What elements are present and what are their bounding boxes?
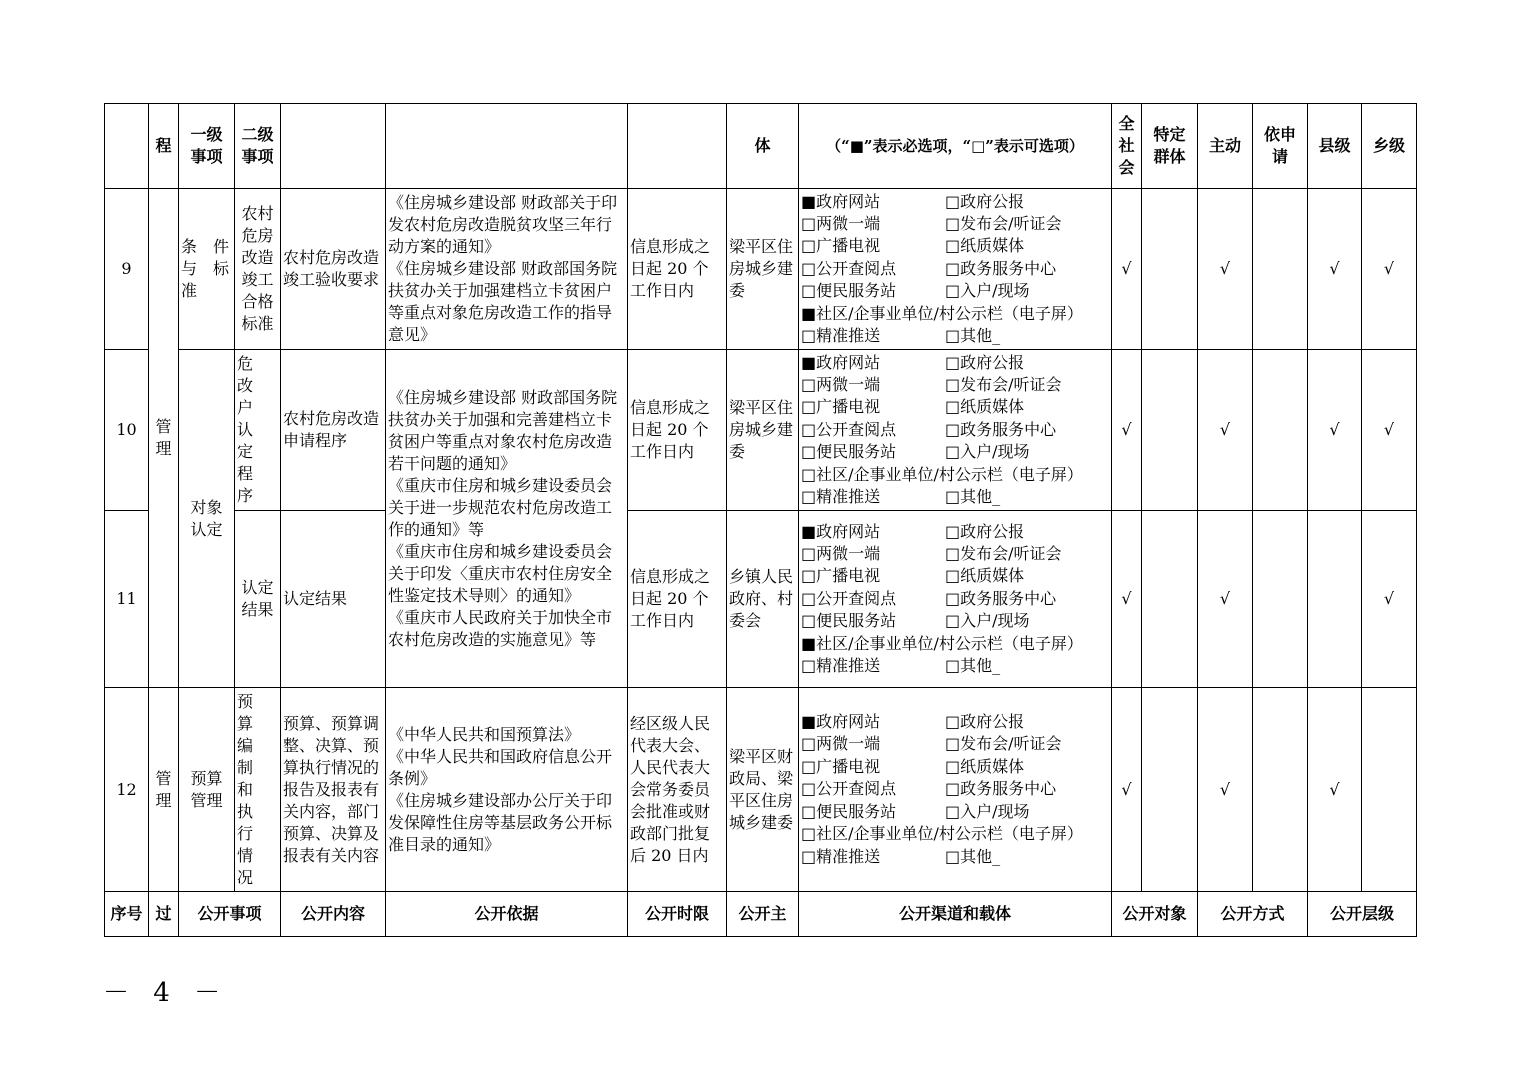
level2-cell: [235, 688, 281, 892]
channel-option: □精准推送: [801, 326, 881, 346]
channel-option: □入户/现场: [945, 281, 1030, 301]
channel-option-row: [801, 396, 1109, 418]
channel-option: □其他_: [945, 656, 1001, 676]
header-basis: 公开依据: [386, 892, 628, 937]
channels-cell: [799, 688, 1112, 892]
township-check: √: [1362, 511, 1417, 688]
township-check: √: [1362, 189, 1417, 350]
channel-option: □入户/现场: [945, 801, 1030, 821]
channel-option: □其他_: [945, 846, 1001, 866]
channel-option: ■社区/企事业单位/村公示栏（电子屏）: [801, 303, 1083, 323]
channel-option: □社区/企事业单位/村公示栏（电子屏）: [801, 824, 1083, 844]
channel-option-row: [801, 588, 1109, 610]
channel-option-row: [801, 280, 1109, 302]
header-target: 公开对象: [1112, 892, 1198, 937]
channel-option-row: [801, 565, 1109, 587]
channel-option-row: [801, 711, 1109, 733]
channel-option-row: [801, 543, 1109, 565]
all-society-check: √: [1112, 189, 1142, 350]
channel-option: □发布会/听证会: [945, 213, 1062, 233]
channel-option: □便民服务站: [801, 801, 897, 821]
county-check: [1308, 511, 1362, 688]
all-society-check: √: [1112, 511, 1142, 688]
header-subject-tail: 体: [727, 104, 799, 189]
subject-cell: 梁平区住房城乡建委: [727, 189, 799, 350]
content-cell: 认定结果: [281, 511, 386, 688]
channel-option: □入户/现场: [945, 442, 1030, 462]
channel-option-row: [801, 756, 1109, 778]
basis-cell: 《中华人民共和国预算法》 《中华人民共和国政府信息公开条例》 《住房城乡建设部办公厅关于印发保障性住房等基层政务公开标准目录的通知》: [386, 688, 628, 892]
all-society-check: √: [1112, 688, 1142, 892]
channel-option: □其他_: [945, 326, 1001, 346]
disclosure-table: [104, 103, 1417, 937]
level2-line: 危 改: [237, 354, 270, 395]
county-check: √: [1308, 189, 1362, 350]
table-row: [105, 189, 1417, 350]
basis-cell: 《住房城乡建设部 财政部国务院扶贫办关于加强和完善建档立卡贫困户等重点对象农村危房改造若干问题的通知》 《重庆市住房和城乡建设委员会关于进一步规范农村危房改造工作的通知》等 《重庆市住房和城乡建设委员会关于印发〈重庆市农村住房安全性鉴定技术导则〉的通知》 《重庆市人民政府关于加快全市农村危房改造的实施意见》等: [386, 350, 628, 688]
channel-option: □两微一端: [801, 734, 881, 754]
level2-line: 况: [237, 867, 254, 887]
specific-group-check: [1142, 688, 1198, 892]
header-seq: 序号: [105, 892, 149, 937]
table-row: [105, 688, 1417, 892]
bottom-header-row: [105, 892, 1417, 937]
channel-list: [801, 191, 1109, 348]
channel-option-row: [801, 846, 1109, 868]
channel-option: ■政府网站: [801, 521, 881, 541]
channel-option: ■政府网站: [801, 712, 881, 732]
channel-option-row: [801, 633, 1109, 655]
channel-option: □发布会/听证会: [945, 374, 1062, 394]
active-check: √: [1198, 350, 1253, 511]
channel-option: □公开查阅点: [801, 258, 897, 278]
channel-option: □社区/企事业单位/村公示栏（电子屏）: [801, 464, 1083, 484]
township-check: √: [1362, 350, 1417, 511]
level2-cell: 认定 结果: [235, 511, 281, 688]
level1-cell: 对象 认定: [179, 350, 235, 688]
channel-list: [801, 521, 1109, 678]
header-channel-note: （“■”表示必选项，“□”表示可选项）: [799, 104, 1112, 189]
level2-cell: 农村 危房 改造 竣工 合格 标准: [235, 189, 281, 350]
county-check: √: [1308, 688, 1362, 892]
channel-option: □两微一端: [801, 543, 881, 563]
header-subject: 公开主: [727, 892, 799, 937]
basis-cell: 《住房城乡建设部 财政部关于印发农村危房改造脱贫攻坚三年行动方案的通知》 《住房城乡建设部 财政部国务院扶贫办关于加强建档立卡贫困户等重点对象危房改造工作的指导意见》: [386, 189, 628, 350]
header-level2: 二级 事项: [235, 104, 281, 189]
time-limit-cell: 经区级人民代表大会、人民代表大会常务委员会批准或财政部门批复后 20 日内: [628, 688, 727, 892]
table-row: [105, 511, 1417, 688]
level2-line: 预 算: [237, 691, 270, 733]
header-matter: 公开事项: [179, 892, 281, 937]
row-seq: 12: [105, 688, 149, 892]
channels-cell: [799, 511, 1112, 688]
channel-list: [801, 711, 1109, 868]
channel-option: □政务服务中心: [945, 419, 1057, 439]
channels-cell: [799, 350, 1112, 511]
active-check: √: [1198, 189, 1253, 350]
channel-option: □精准推送: [801, 487, 881, 507]
top-header-row: [105, 104, 1417, 189]
channel-option: □政务服务中心: [945, 588, 1057, 608]
channel-option: □政务服务中心: [945, 779, 1057, 799]
level1-cell: [179, 189, 235, 350]
channel-option: □精准推送: [801, 656, 881, 676]
channel-option: □发布会/听证会: [945, 734, 1062, 754]
level2-cell: [235, 350, 281, 511]
time-limit-cell: 信息形成之日起 20 个工作日内: [628, 350, 727, 511]
header-county: 县级: [1308, 104, 1362, 189]
channel-option-row: [801, 441, 1109, 463]
channel-option-row: [801, 610, 1109, 632]
channel-option-row: [801, 325, 1109, 347]
subject-cell: 梁平区住房城乡建委: [727, 350, 799, 511]
level1-cell: 预算 管理: [179, 688, 235, 892]
channel-option: □精准推送: [801, 846, 881, 866]
channel-option-row: [801, 258, 1109, 280]
channel-option: □纸质媒体: [945, 397, 1025, 417]
content-cell: 预算、预算调整、决算、预算执行情况的报告及报表有关内容，部门预算、决算及报表有关内容: [281, 688, 386, 892]
all-society-check: √: [1112, 350, 1142, 511]
header-level1: 一级 事项: [179, 104, 235, 189]
channel-option-row: [801, 486, 1109, 508]
specific-group-check: [1142, 189, 1198, 350]
channel-option-row: [801, 303, 1109, 325]
channel-option-row: [801, 778, 1109, 800]
county-check: √: [1308, 350, 1362, 511]
level2-line: 户 认: [237, 398, 270, 439]
channel-option: □便民服务站: [801, 281, 897, 301]
level2-line: 编 制: [237, 735, 270, 777]
active-check: √: [1198, 511, 1253, 688]
row-seq: 11: [105, 511, 149, 688]
channel-option: □公开查阅点: [801, 588, 897, 608]
time-limit-cell: 信息形成之日起 20 个工作日内: [628, 189, 727, 350]
channel-option-row: [801, 213, 1109, 235]
channel-list: [801, 352, 1109, 509]
header-township: 乡级: [1362, 104, 1417, 189]
channel-option: □政府公报: [945, 191, 1025, 211]
channel-option-row: [801, 801, 1109, 823]
header-all-society: 全 社 会: [1112, 104, 1142, 189]
channel-option: □纸质媒体: [945, 236, 1025, 256]
channel-option-row: [801, 733, 1109, 755]
channel-option: □发布会/听证会: [945, 543, 1062, 563]
level1-line: 与 标: [181, 259, 230, 278]
header-specific-group: 特定 群体: [1142, 104, 1198, 189]
channel-option: □便民服务站: [801, 442, 897, 462]
process-label: 管 理: [155, 417, 172, 458]
channel-option: □其他_: [945, 487, 1001, 507]
by-request-check: [1253, 189, 1308, 350]
channel-option: □入户/现场: [945, 611, 1030, 631]
level2-line: 行 情: [237, 823, 270, 865]
channel-option-row: [801, 655, 1109, 677]
header-time-limit: 公开时限: [628, 892, 727, 937]
by-request-check: [1253, 350, 1308, 511]
channels-cell: [799, 189, 1112, 350]
level2-line: 定 程: [237, 442, 270, 483]
channel-option: □政府公报: [945, 521, 1025, 541]
header-content: 公开内容: [281, 892, 386, 937]
by-request-check: [1253, 688, 1308, 892]
active-check: √: [1198, 688, 1253, 892]
specific-group-check: [1142, 350, 1198, 511]
channel-option: □政府公报: [945, 352, 1025, 372]
level1-line: 准: [181, 281, 198, 300]
channel-option: ■社区/企事业单位/村公示栏（电子屏）: [801, 633, 1083, 653]
process-label: 管 理: [149, 688, 179, 892]
page-number: － 4 －: [103, 978, 229, 1008]
channel-option: □便民服务站: [801, 611, 897, 631]
process-cell: [149, 189, 179, 688]
channel-option-row: [801, 823, 1109, 845]
channel-option: ■政府网站: [801, 191, 881, 211]
header-level: 公开层级: [1308, 892, 1417, 937]
channel-option-row: [801, 419, 1109, 441]
channel-option: □两微一端: [801, 213, 881, 233]
channel-option: □广播电视: [801, 236, 881, 256]
level2-line: 和 执: [237, 779, 270, 821]
header-process-tail: 程: [149, 104, 179, 189]
channel-option: □政府公报: [945, 712, 1025, 732]
channel-option: □公开查阅点: [801, 419, 897, 439]
channel-option: □广播电视: [801, 756, 881, 776]
channel-option-row: [801, 191, 1109, 213]
subject-cell: 梁平区财政局、梁平区住房城乡建委: [727, 688, 799, 892]
channel-option: ■政府网站: [801, 352, 881, 372]
level2-line: 序: [237, 486, 254, 505]
by-request-check: [1253, 511, 1308, 688]
channel-option-row: [801, 521, 1109, 543]
header-active: 主动: [1198, 104, 1253, 189]
channel-option: □广播电视: [801, 566, 881, 586]
content-cell: 农村危房改造竣工验收要求: [281, 189, 386, 350]
header-by-request: 依申 请: [1253, 104, 1308, 189]
header-process: 过: [149, 892, 179, 937]
channel-option-row: [801, 352, 1109, 374]
subject-cell: 乡镇人民政府、村委会: [727, 511, 799, 688]
channel-option: □纸质媒体: [945, 566, 1025, 586]
channel-option-row: [801, 374, 1109, 396]
channel-option: □两微一端: [801, 374, 881, 394]
header-method: 公开方式: [1198, 892, 1308, 937]
specific-group-check: [1142, 511, 1198, 688]
row-seq: 10: [105, 350, 149, 511]
channel-option: □公开查阅点: [801, 779, 897, 799]
channel-option: □政务服务中心: [945, 258, 1057, 278]
table-row: [105, 350, 1417, 511]
channel-option: □纸质媒体: [945, 756, 1025, 776]
township-check: [1362, 688, 1417, 892]
time-limit-cell: 信息形成之日起 20 个工作日内: [628, 511, 727, 688]
header-channel: 公开渠道和载体: [799, 892, 1112, 937]
channel-option-row: [801, 464, 1109, 486]
content-cell: 农村危房改造申请程序: [281, 350, 386, 511]
channel-option-row: [801, 235, 1109, 257]
row-seq: 9: [105, 189, 149, 350]
level1-line: 条 件: [181, 237, 230, 256]
channel-option: □广播电视: [801, 397, 881, 417]
